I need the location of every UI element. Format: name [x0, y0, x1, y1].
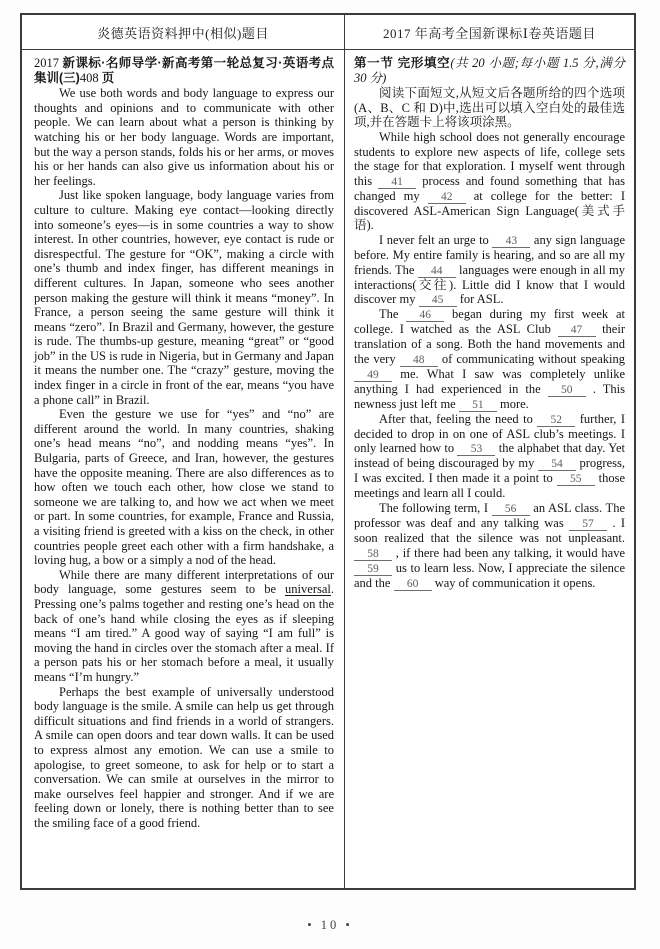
- cloze-section-heading: [354, 56, 625, 85]
- cloze-blank: 49: [354, 370, 392, 382]
- cloze-blank: 52: [537, 415, 575, 427]
- text-run: further, I decided to drop in on one of ASL club’s meetings. I only learned how to: [354, 411, 625, 456]
- text-run: those meetings and learn all I could.: [354, 471, 625, 501]
- cloze-blank: 41: [378, 177, 416, 189]
- passage-paragraph: [34, 685, 334, 831]
- cloze-passage: [354, 86, 625, 590]
- text-run: While high school does not generally encourage students to explore new aspects of life, college sets the stage for that exploration. I myself went through this: [354, 129, 625, 188]
- text-run: Even the gesture we use for “yes” and “no” are different around the world. In many countries, shaking one’s head means “no”, and nodding means “yes”. In Bulgaria, parts of Greece, and Iran, however, the gestures have the opposite meaning. There are also differences as to how often we touch each other, how close we stand to someone we are talking to, and how we act when we meet or part. In some countries, for example, France and Russia, a visiting friend is greeted with a kiss on the check, in other countries people greet each other with a firm handshake, a loving hug, a bow or a simply a nod of the head.: [34, 407, 334, 568]
- text-run: Just like spoken language, body language varies from culture to culture. Making eye contact—looking directly into someone’s eyes—is in some countries a way to show interest. In other countries, however, eye contact is rude or disrespectful. The gesture for “OK”, making a circle with one’s thumb and index finger, has different meanings in different cultures. In Japan, someone who sees another person making the gesture will think it means “money”. In France, a person seeing the same gesture will think it means “zero”. In Brazil and Germany, however, the gesture is rude. The thumbs-up gesture, meaning “great” or “good job” in the US is rude in Nigeria, but in Germany and Japan it means the number one. The “crazy” gesture, moving the index finger in a circle in front of the ear, means “you have a phone call” in Brazil.: [34, 188, 334, 407]
- cloze-blank: 56: [492, 504, 530, 516]
- text-run: (共 20 小题;每小题 1.5 分,满分 30 分): [354, 56, 625, 85]
- passage-paragraph: [354, 130, 625, 233]
- text-run: After that, feeling the need to: [379, 411, 538, 426]
- passage-paragraph: [354, 412, 625, 501]
- header-cell-source-material: 炎德英语资料押中(相似)题目: [22, 15, 345, 49]
- text-run: 第一节 完形填空: [354, 56, 451, 70]
- source-book-title: [34, 56, 334, 85]
- cloze-blank: 60: [394, 579, 432, 591]
- passage-paragraph: [354, 86, 625, 130]
- text-run: 阅读下面短文,从短文后各题所给的四个选项(A、B、C 和 D)中,选出可以填入空白处的最佳选项,并在答题卡上将该项涂黑。: [354, 86, 625, 130]
- cloze-blank: 47: [558, 325, 596, 337]
- left-column-source-passage: [22, 50, 345, 888]
- cloze-blank: 58: [354, 549, 392, 561]
- text-run: an ASL class. The professor was deaf and any talking was: [354, 500, 625, 530]
- cloze-blank: 44: [418, 266, 456, 278]
- text-run: . I soon realized that the silence was not unpleasant.: [354, 515, 625, 545]
- text-run: way of communication it opens.: [431, 575, 596, 590]
- text-run: the alphabet that day. Yet instead of being discouraged by my: [354, 441, 625, 471]
- passage-paragraph: [354, 307, 625, 412]
- text-run: more.: [496, 396, 529, 411]
- text-run: me. What I saw was completely unlike anything I had experienced in the: [354, 366, 625, 396]
- cloze-blank: 46: [406, 310, 444, 322]
- passage-paragraph: [34, 188, 334, 407]
- header-cell-exam-paper: 2017 年高考全国新课标Ⅰ卷英语题目: [383, 25, 596, 41]
- text-run: of communicating without speaking: [437, 351, 625, 366]
- cloze-blank: 48: [400, 355, 438, 367]
- text-run: 2017: [34, 56, 63, 70]
- cloze-blank: 43: [492, 236, 530, 248]
- text-run: languages were enough in all my interactions(交往). Little did I know that I would discover my: [354, 262, 625, 307]
- text-run: , if there had been any talking, it would have: [392, 545, 625, 560]
- text-run: While there are many different interpretations of our body language, some gestures seem to be: [34, 567, 334, 597]
- cloze-blank: 59: [354, 564, 392, 576]
- text-run: us to learn less. Now, I appreciate the silence and the: [354, 560, 625, 590]
- text-run: I never felt an urge to: [379, 232, 493, 247]
- cloze-blank: 45: [419, 295, 457, 307]
- passage-paragraph: [34, 86, 334, 188]
- text-run: The following term, I: [379, 500, 492, 515]
- passage-paragraph: [354, 233, 625, 307]
- cloze-blank: 42: [428, 192, 466, 204]
- text-run: Perhaps the best example of universally understood body language is the smile. A smile can help us get through difficult situations and find friends in a world of strangers. A smile can open doors and tear down walls. It can be used to express almost any emotion. We can use a smile to apologise, to greet someone, to ask for help or to start a conversation. We can smile at ourselves in the mirror to make ourselves feel happier and stronger. And if we are feeling down or lonely, there is nothing better than to see the smiling face of a good friend.: [34, 684, 334, 830]
- comparison-table: [20, 13, 636, 890]
- text-run: for ASL.: [456, 292, 504, 307]
- cloze-blank: 55: [557, 474, 595, 486]
- source-passage: [34, 86, 334, 830]
- cloze-blank: 57: [569, 519, 607, 531]
- text-run: their translation of a song. Both the hand movements and the very: [354, 322, 625, 366]
- text-run: process and found something that has changed my: [354, 173, 626, 203]
- table-body-row: [22, 50, 634, 888]
- cloze-blank: 53: [457, 444, 495, 456]
- text-run: 新课标·名师导学·新高考第一轮总复习·英语考点集训(三): [34, 56, 335, 85]
- passage-paragraph: [354, 501, 625, 591]
- cloze-blank: 54: [538, 459, 576, 471]
- text-run: any sign language before. My entire family is hearing, and so are all my friends. The: [354, 232, 625, 277]
- underlined-word: universal: [285, 582, 331, 597]
- table-header-row: [22, 15, 634, 50]
- passage-paragraph: [34, 407, 334, 568]
- text-run: . This newness just left me: [354, 381, 626, 411]
- text-run: at college for the better: I discovered ASL-American Sign Language(美式手语).: [354, 188, 625, 233]
- text-run: The: [379, 307, 407, 322]
- text-run: We use both words and body language to express our thoughts and opinions and to communicate with other people. We can learn about what a person is thinking by watching his or her body language. Words are important, but the way a person stands, folds his or her arms, or moves his or her hands can also give us information about his or her feelings.: [34, 86, 334, 188]
- right-column-exam-cloze: [345, 50, 634, 888]
- cloze-blank: 51: [459, 400, 497, 412]
- text-run: 408: [79, 70, 102, 85]
- text-run: began during my first week at college. I watched as the ASL Club: [354, 307, 625, 337]
- text-run: 页: [101, 70, 115, 85]
- text-run: . Pressing one’s palms together and resting one’s head on the back of one’s hand while closing the eyes as if sleeping means “I am tired.” A good way of saying “I am full” is moving the hand in circles over the stomach after a meal. If a person pats his or her stomach before a meal, it usually means “I’m hungry.”: [34, 582, 334, 684]
- passage-paragraph: [34, 568, 334, 685]
- cloze-blank: 50: [548, 385, 586, 397]
- page-number: • 10 •: [307, 918, 353, 932]
- text-run: progress, I was excited. I then made it a point to: [354, 456, 625, 486]
